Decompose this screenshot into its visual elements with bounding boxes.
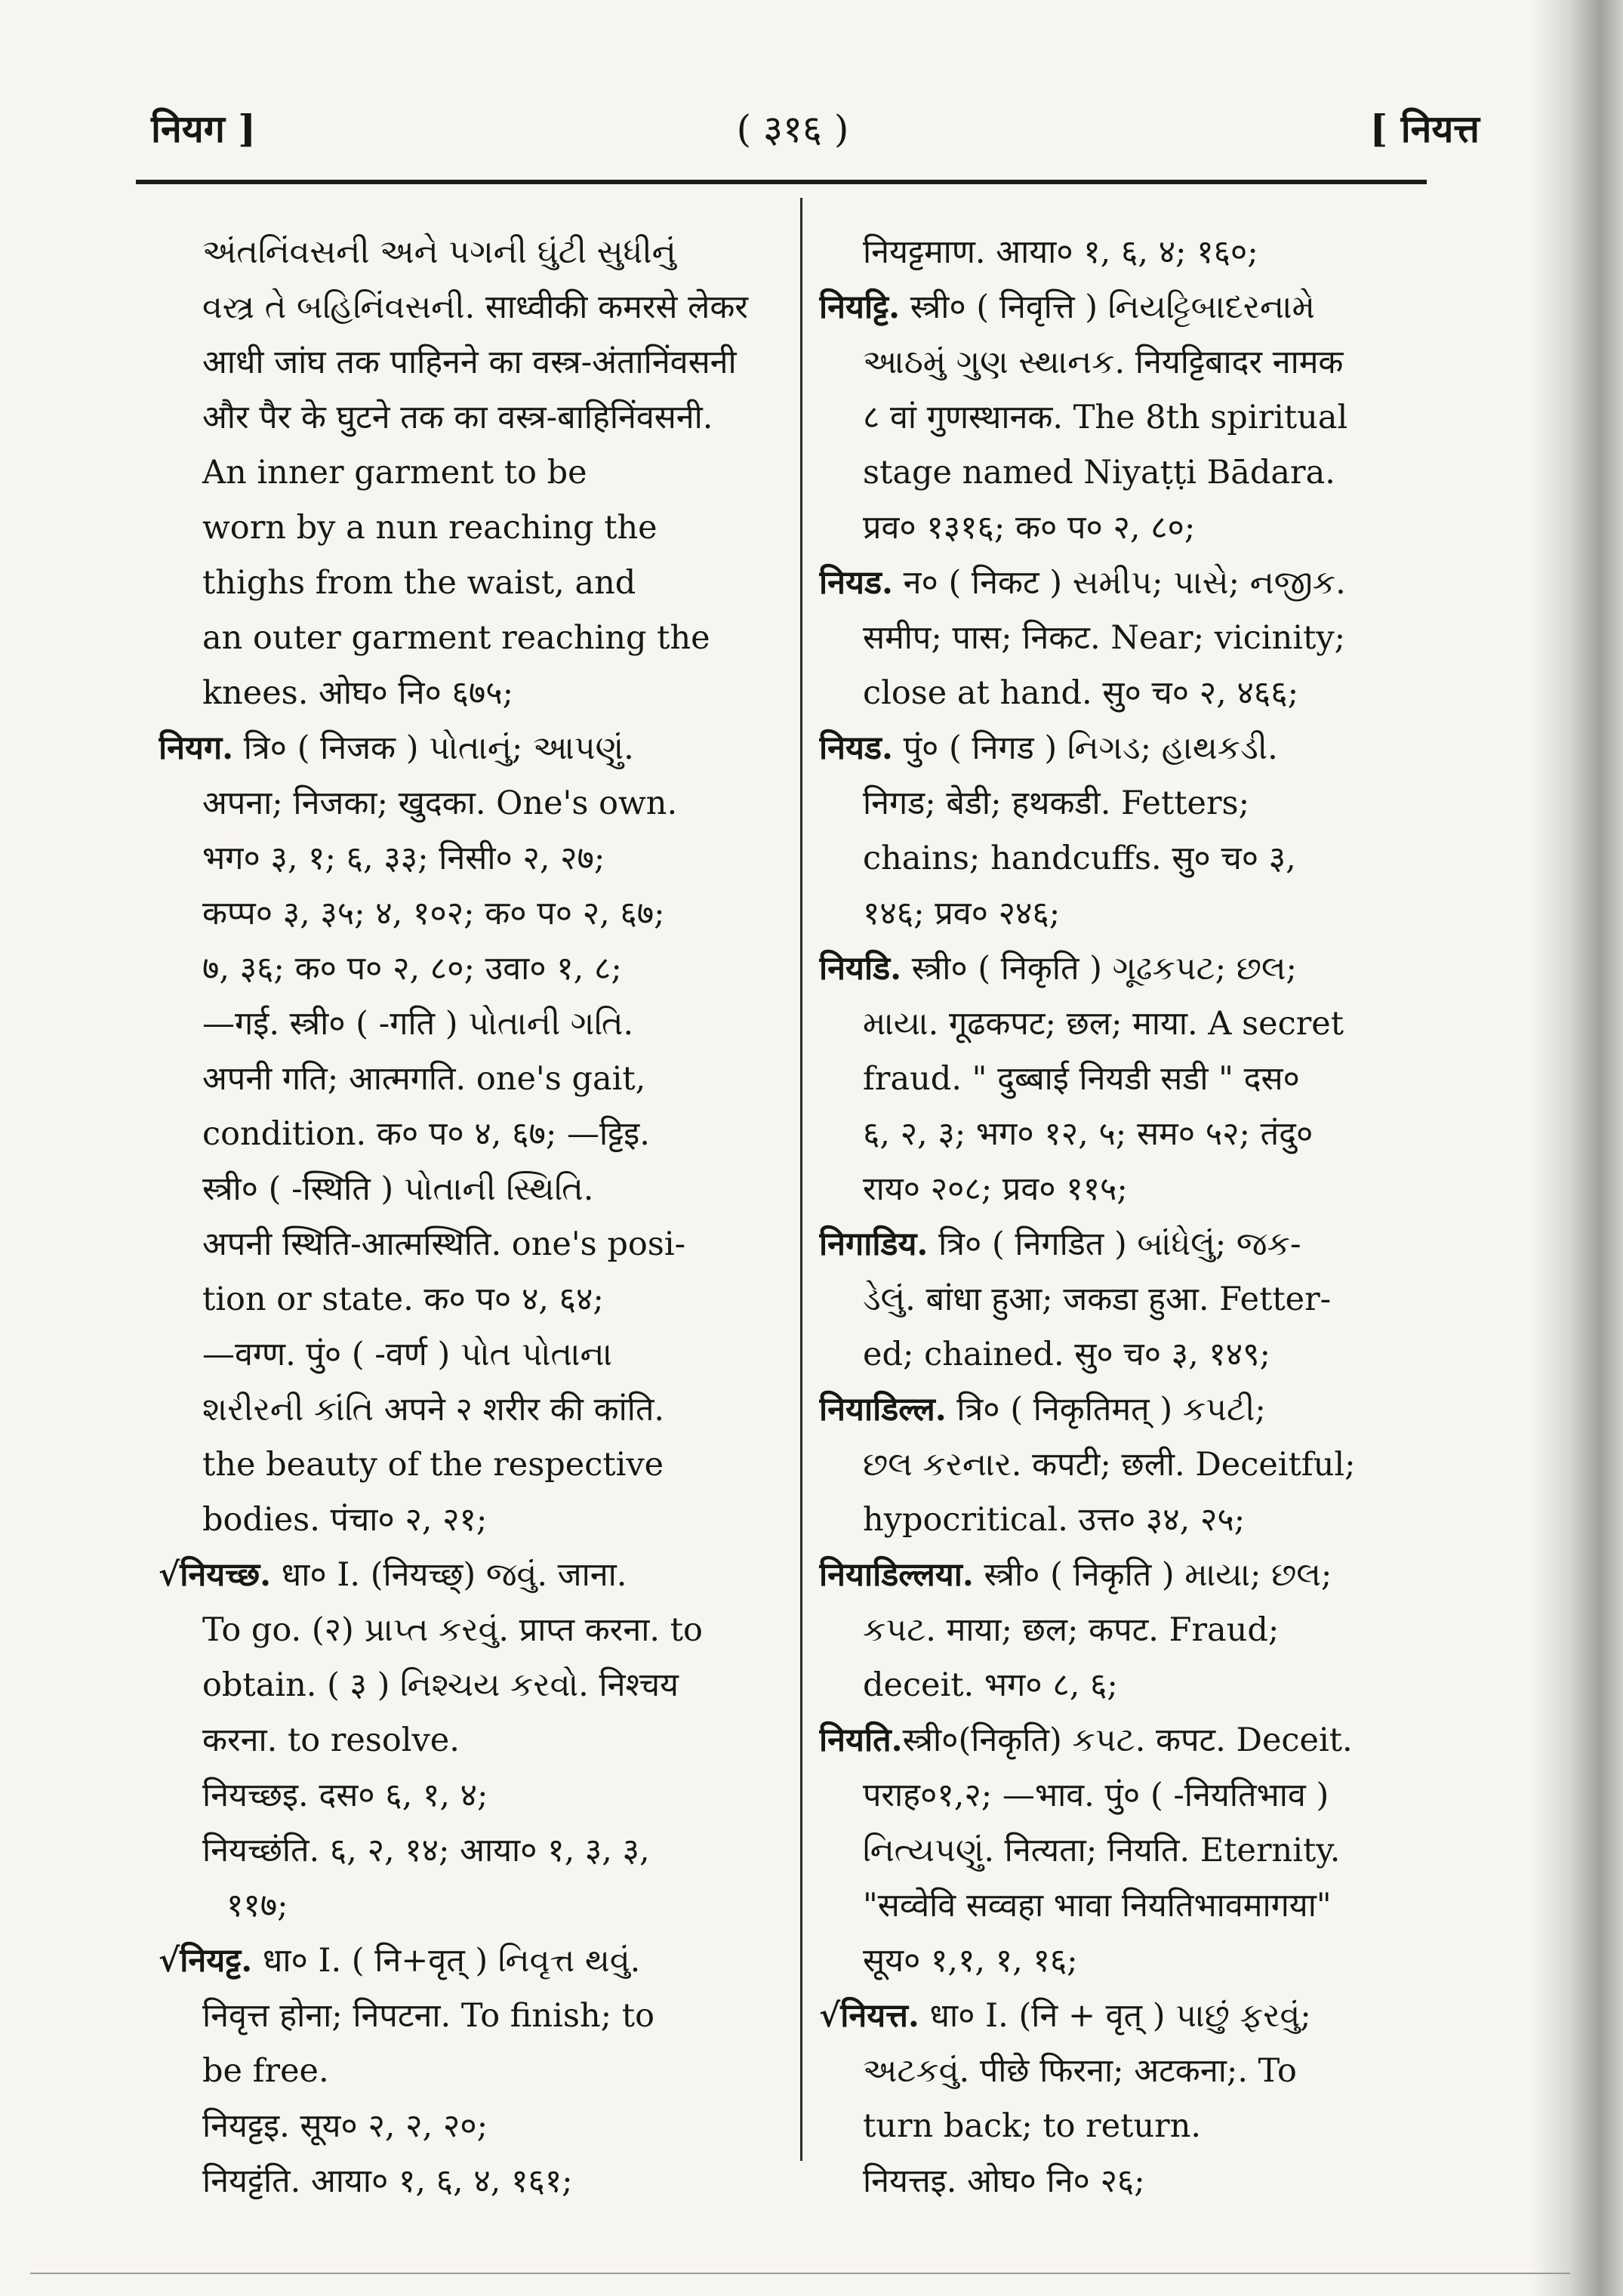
entry-headword-line: नियति.स्त्री०(निकृति) કપટ. कपट. Deceit. bbox=[819, 1721, 1353, 1759]
entry-line: be free. bbox=[202, 2052, 329, 2090]
entry-line: thighs from the waist, and bbox=[202, 564, 636, 602]
header-rule bbox=[136, 180, 1427, 184]
entry-line: ડેલું. बांधा हुआ; जकडा हुआ. Fetter- bbox=[863, 1281, 1332, 1318]
entry-line: —वग्ण. पुं० ( -वर्ण ) પોત પોતાના bbox=[202, 1336, 613, 1373]
entry-headword-line: √नियत्त. धा० I. (नि + वृत् ) પાછું ફરવું; bbox=[819, 1997, 1311, 2035]
entry-line: निगड; बेडी; हथकडी. Fetters; bbox=[863, 784, 1250, 822]
entry-headword-line: नियड. न० ( निकट ) સમીપ; પાસે; નજીક. bbox=[819, 564, 1346, 602]
entry-headword-line: निगाडिय. त्रि० ( निगडित ) બાંધેલું; જક- bbox=[819, 1225, 1301, 1263]
entry-line: अपनी गति; आत्मगति. one's gait, bbox=[202, 1060, 646, 1098]
entry-line: To go. (२) પ્રાપ્ત કરવું. प्राप्त करना. to bbox=[202, 1611, 703, 1649]
headword: निगाडिय. bbox=[819, 1225, 929, 1263]
entry-line: ८ वां गुणस्थानक. The 8th spiritual bbox=[863, 399, 1348, 436]
entry-line: આઠમું ગુણ સ્થાનક. नियट्टिबादर नामक bbox=[863, 344, 1344, 381]
entry-line: અટકવું. पीछे फिरना; अटकना;. To bbox=[863, 2052, 1297, 2090]
entry-line: condition. क० प० ४, ६७; —ट्टिइ. bbox=[202, 1115, 650, 1153]
bottom-edge-line bbox=[30, 2273, 1570, 2274]
entry-line: निवृत्त होना; निपटना. To finish; to bbox=[202, 1997, 654, 2035]
page-number: ( ३१६ ) bbox=[736, 107, 849, 151]
entry-line: —गई. स्त्री० ( -गति ) પોતાની ગતિ. bbox=[202, 1005, 634, 1043]
entry-line: पराह०१,२; —भाव. पुं० ( -नियतिभाव ) bbox=[863, 1777, 1329, 1814]
entry-line: सूय० १,१, १, १६; bbox=[863, 1942, 1078, 1980]
entry-line: राय० २०८; प्रव० ११५; bbox=[863, 1170, 1128, 1208]
headword: नियडि. bbox=[819, 950, 902, 988]
entry-line: chains; handcuffs. सु० च० ३, bbox=[863, 840, 1296, 877]
headword: नियग. bbox=[159, 729, 234, 767]
entry-headword-line: नियडि. स्त्री० ( निकृति ) ગૂઢકપટ; છલ; bbox=[819, 950, 1298, 988]
headword: √नियट्ट. bbox=[159, 1942, 253, 1980]
entry-line: શરીરની કાંતિ अपने २ शरीर की कांति. bbox=[202, 1391, 665, 1428]
entry-line: स्त्री० ( -स्थिति ) પોતાની સ્થિતિ. bbox=[202, 1170, 594, 1208]
entry-headword-line: नियट्टि. स्त्री० ( निवृत्ति ) નિયટ્ટિબાદરનામે bbox=[819, 288, 1315, 326]
entry-line: ६, २, ३; भग० १२, ५; सम० ५२; तंदु० bbox=[863, 1115, 1313, 1153]
entry-line: नियट्टंति. आया० १, ६, ४, १६१; bbox=[202, 2162, 573, 2200]
entry-headword-line: नियड. पुं० ( निगड ) નિગડ; હાથકડી. bbox=[819, 729, 1278, 767]
entry-line: An inner garment to be bbox=[202, 454, 587, 492]
headword: नियाडिल्लया. bbox=[819, 1556, 974, 1594]
entry-line: नियच्छइ. दस० ६, १, ४; bbox=[202, 1777, 488, 1814]
headword: नियट्टि. bbox=[819, 288, 901, 326]
headword: नियति. bbox=[819, 1721, 903, 1759]
page-edge-shadow bbox=[1532, 0, 1623, 2296]
entry-line: ११७; bbox=[226, 1887, 288, 1925]
entry-line: भग० ३, १; ६, ३३; निसी० २, २७; bbox=[202, 840, 605, 877]
entry-line: करना. to resolve. bbox=[202, 1721, 460, 1759]
entry-line: an outer garment reaching the bbox=[202, 619, 710, 657]
headword: √नियच्छ. bbox=[159, 1556, 272, 1594]
entry-headword-line: √नियट्ट. धा० I. ( नि+वृत् ) નિવૃત્ત થવું. bbox=[159, 1942, 641, 1980]
entry-line: "सव्वेवि सव्वहा भावा नियतिभावमागया" bbox=[863, 1887, 1332, 1925]
running-head-left: नियग ] bbox=[151, 106, 256, 151]
entry-line: knees. ओघ० नि० ६७५; bbox=[202, 674, 514, 712]
entry-line: close at hand. सु० च० २, ४६६; bbox=[863, 674, 1299, 712]
entry-line: the beauty of the respective bbox=[202, 1446, 664, 1484]
headword: √नियत्त. bbox=[819, 1997, 919, 2035]
column-divider bbox=[800, 198, 802, 2161]
headword: नियड. bbox=[819, 564, 893, 602]
entry-line: obtain. ( ३ ) નિશ્ચય કરવો. निश्चय bbox=[202, 1666, 679, 1704]
entry-line: fraud. " दुब्बाई नियडी सडी " दस० bbox=[863, 1060, 1300, 1098]
entry-line: વસ્ત્ર તે બહિનિંવસની. साध्वीकी कमरसे लेकर bbox=[202, 288, 748, 326]
entry-line: tion or state. क० प० ४, ६४; bbox=[202, 1281, 604, 1318]
entry-line: कप्प० ३, ३५; ४, १०२; क० प० २, ६७; bbox=[202, 895, 665, 932]
entry-line: नियच्छंति. ६, २, १४; आया० १, ३, ३, bbox=[202, 1832, 650, 1869]
entry-line: नियत्तइ. ओघ० नि० २६; bbox=[863, 2162, 1145, 2200]
right-column bbox=[819, 225, 1438, 2209]
entry-line: છલ કરનાર. कपटी; छली. Deceitful; bbox=[863, 1446, 1356, 1484]
entry-line: ७, ३६; क० प० २, ८०; उवा० १, ८; bbox=[202, 950, 622, 988]
headword: नियड. bbox=[819, 729, 893, 767]
left-column bbox=[159, 225, 774, 2209]
entry-line: turn back; to return. bbox=[863, 2107, 1202, 2145]
entry-line: अपना; निजका; खुदका. One's own. bbox=[202, 784, 678, 822]
entry-line: bodies. पंचा० २, २१; bbox=[202, 1501, 488, 1539]
running-head-right: [ नियत्त bbox=[1369, 106, 1480, 151]
entry-line: नियट्टइ. सूय० २, २, २०; bbox=[202, 2107, 488, 2145]
entry-line: કપટ. माया; छल; कपट. Fraud; bbox=[863, 1611, 1280, 1649]
entry-line: માયા. गूढकपट; छल; माया. A secret bbox=[863, 1005, 1344, 1043]
entry-headword-line: नियग. त्रि० ( निजक ) પોતાનું; આપણું. bbox=[159, 729, 634, 767]
entry-line: १४६; प्रव० २४६; bbox=[863, 895, 1061, 932]
entry-line: नियट्टमाण. आया० १, ६, ४; १६०; bbox=[863, 233, 1258, 271]
entry-line: deceit. भग० ८, ६; bbox=[863, 1666, 1118, 1704]
entry-line: નિત્યપણું. नित्यता; नियति. Eternity. bbox=[863, 1832, 1341, 1869]
entry-line: hypocritical. उत्त० ३४, २५; bbox=[863, 1501, 1246, 1539]
entry-headword-line: नियाडिल्लया. स्त्री० ( निकृति ) માયા; છલ; bbox=[819, 1556, 1332, 1594]
entry-line: અંતનિંવસની અને પગની ઘુંટી સુધીનું bbox=[202, 233, 676, 271]
entry-headword-line: नियाडिल्ल. त्रि० ( निकृतिमत् ) કપટી; bbox=[819, 1391, 1266, 1428]
entry-headword-line: √नियच्छ. धा० I. (नियच्छ्) જવું. जाना. bbox=[159, 1556, 627, 1594]
entry-line: समीप; पास; निकट. Near; vicinity; bbox=[863, 619, 1346, 657]
entry-line: अपनी स्थिति-आत्मस्थिति. one's posi- bbox=[202, 1225, 686, 1263]
entry-line: और पैर के घुटने तक का वस्त्र-बाहिनिंवसनी. bbox=[202, 399, 713, 436]
entry-line: प्रव० १३१६; क० प० २, ८०; bbox=[863, 509, 1196, 547]
entry-line: stage named Niyaṭṭi Bādara. bbox=[863, 454, 1335, 492]
headword: नियाडिल्ल. bbox=[819, 1391, 947, 1428]
entry-line: ed; chained. सु० च० ३, १४९; bbox=[863, 1336, 1270, 1373]
entry-line: worn by a nun reaching the bbox=[202, 509, 658, 547]
entry-line: आधी जांघ तक पाहिनने का वस्त्र-अंतानिंवसनी bbox=[202, 344, 737, 381]
